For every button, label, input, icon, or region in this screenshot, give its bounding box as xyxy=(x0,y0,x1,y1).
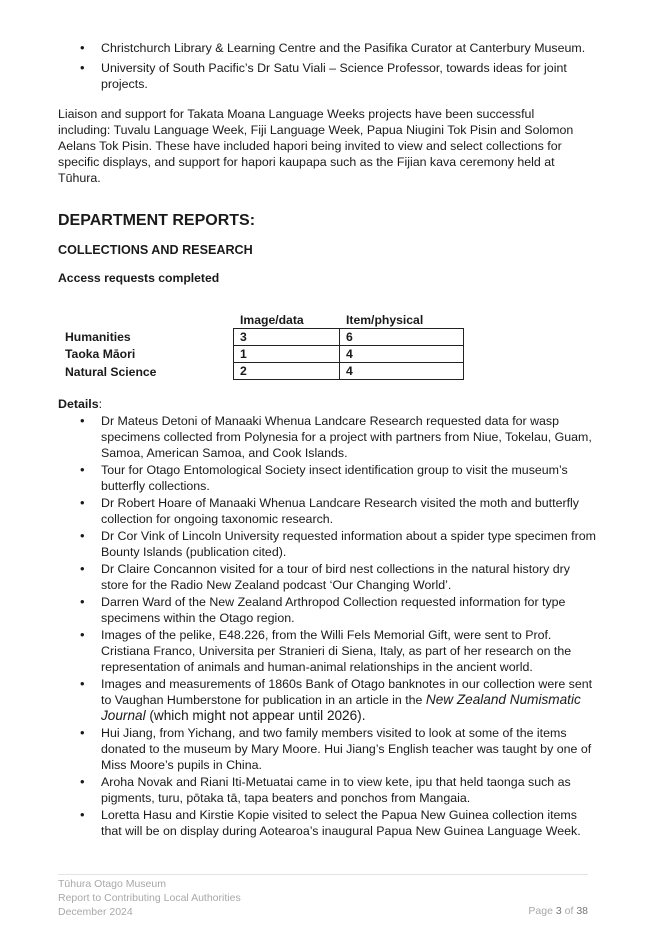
table-cell: 3 xyxy=(234,329,340,346)
list-item: • Hui Jiang, from Yichang, and two family members visited to look at some of the items donated to the museum by Mary Moore. Hui Jiang’s English teacher was taught by one of Miss Moore’s pupils in China. xyxy=(60,725,600,773)
list-item xyxy=(60,676,600,724)
row-label-taoka-maori: Taoka Māori xyxy=(65,347,136,361)
list-item: • Darren Ward of the New Zealand Arthropod Collection requested information for type specimens within the Otago region. xyxy=(60,594,600,626)
item-text: Images and measurements of 1860s Bank of Otago banknotes in our collection were sent to Vaughan Humberstone for publication in an article in the xyxy=(101,677,593,707)
item-text: (which might not appear until 2026). xyxy=(145,708,366,723)
table-row xyxy=(234,346,464,363)
list-item: • Dr Cor Vink of Lincoln University requested information about a spider type specimen from Bounty Islands (publication cited). xyxy=(60,528,600,560)
details-colon: : xyxy=(98,397,103,411)
footer-org: Tūhura Otago Museum xyxy=(58,878,166,890)
table-cell: 2 xyxy=(234,363,340,380)
table-cell: 4 xyxy=(340,363,464,380)
department-reports-heading: DEPARTMENT REPORTS: xyxy=(58,212,256,229)
page-current: 3 xyxy=(555,905,562,917)
column-header-image-data: Image/data xyxy=(240,313,304,327)
table-cell: 6 xyxy=(340,329,464,346)
list-item: • University of South Pacific’s Dr Satu Viali – Science Professor, towards ideas for joint projects. xyxy=(60,60,600,92)
intro-paragraph: Liaison and support for Takata Moana Language Weeks projects have been successful including: Tuvalu Language Week, Fiji Language Week, Papua Niugini Tok Pisin and Solomon Aelans Tok Pisin. These have included hapori being invited to view and select collections for specific displays, and support for hapori kaupapa such as the Fijian kava ceremony held at Tūhura. xyxy=(58,107,574,185)
access-requests-heading: Access requests completed xyxy=(58,271,220,285)
access-requests-table xyxy=(233,328,464,380)
row-label-humanities: Humanities xyxy=(65,330,131,344)
footer-report: Report to Contributing Local Authorities xyxy=(58,892,241,904)
page-number xyxy=(528,905,588,917)
list-item: • Christchurch Library & Learning Centre and the Pasifika Curator at Canterbury Museum. xyxy=(60,40,600,56)
list-item: • Aroha Novak and Riani Iti-Metuatai came in to view kete, ipu that held taonga such as pigments, turu, pōtaka tā, tapa beaters and ponchos from Mangaia. xyxy=(60,774,600,806)
table-row xyxy=(234,363,464,380)
journal-title: New Zealand Numismatic Journal xyxy=(101,692,581,723)
details-bullet-list xyxy=(60,413,600,840)
list-item: • Images of the pelike, E48.226, from the Willi Fels Memorial Gift, were sent to Prof. Cristiana Franco, Universita per Stranieri di Siena, Italy, as part of her research on the representation of animals and human-animal relationships in the ancient world. xyxy=(60,627,600,675)
table-row xyxy=(234,329,464,346)
row-label-natural-science: Natural Science xyxy=(65,365,157,379)
details-label: Details xyxy=(58,397,99,411)
footer-date: December 2024 xyxy=(58,906,133,918)
footer-divider xyxy=(58,874,588,875)
list-item: • Loretta Hasu and Kirstie Kopie visited to select the Papua New Guinea collection items that will be on display during Aotearoa’s inaugural Papua New Guinea Language Week. xyxy=(60,807,600,839)
page-of: of xyxy=(561,905,577,917)
page-total: 38 xyxy=(576,905,588,917)
collections-research-heading: COLLECTIONS AND RESEARCH xyxy=(58,243,253,257)
list-item: • Dr Robert Hoare of Manaaki Whenua Landcare Research visited the moth and butterfly collection for ongoing taxonomic research. xyxy=(60,495,600,527)
page-label: Page xyxy=(528,905,556,917)
list-item: • Dr Claire Concannon visited for a tour of bird nest collections in the natural history dry store for the Radio New Zealand podcast ‘Our Changing World’. xyxy=(60,561,600,593)
details-heading xyxy=(58,397,102,411)
top-bullet-list xyxy=(60,40,600,96)
list-item: • Dr Mateus Detoni of Manaaki Whenua Landcare Research requested data for wasp specimens collected from Polynesia for a project with partners from Niue, Tokelau, Guam, Samoa, American Samoa, and Cook Islands. xyxy=(60,413,600,461)
table-cell: 4 xyxy=(340,346,464,363)
list-item: • Tour for Otago Entomological Society insect identification group to visit the museum’s butterfly collections. xyxy=(60,462,600,494)
table-cell: 1 xyxy=(234,346,340,363)
column-header-item-physical: Item/physical xyxy=(346,313,424,327)
